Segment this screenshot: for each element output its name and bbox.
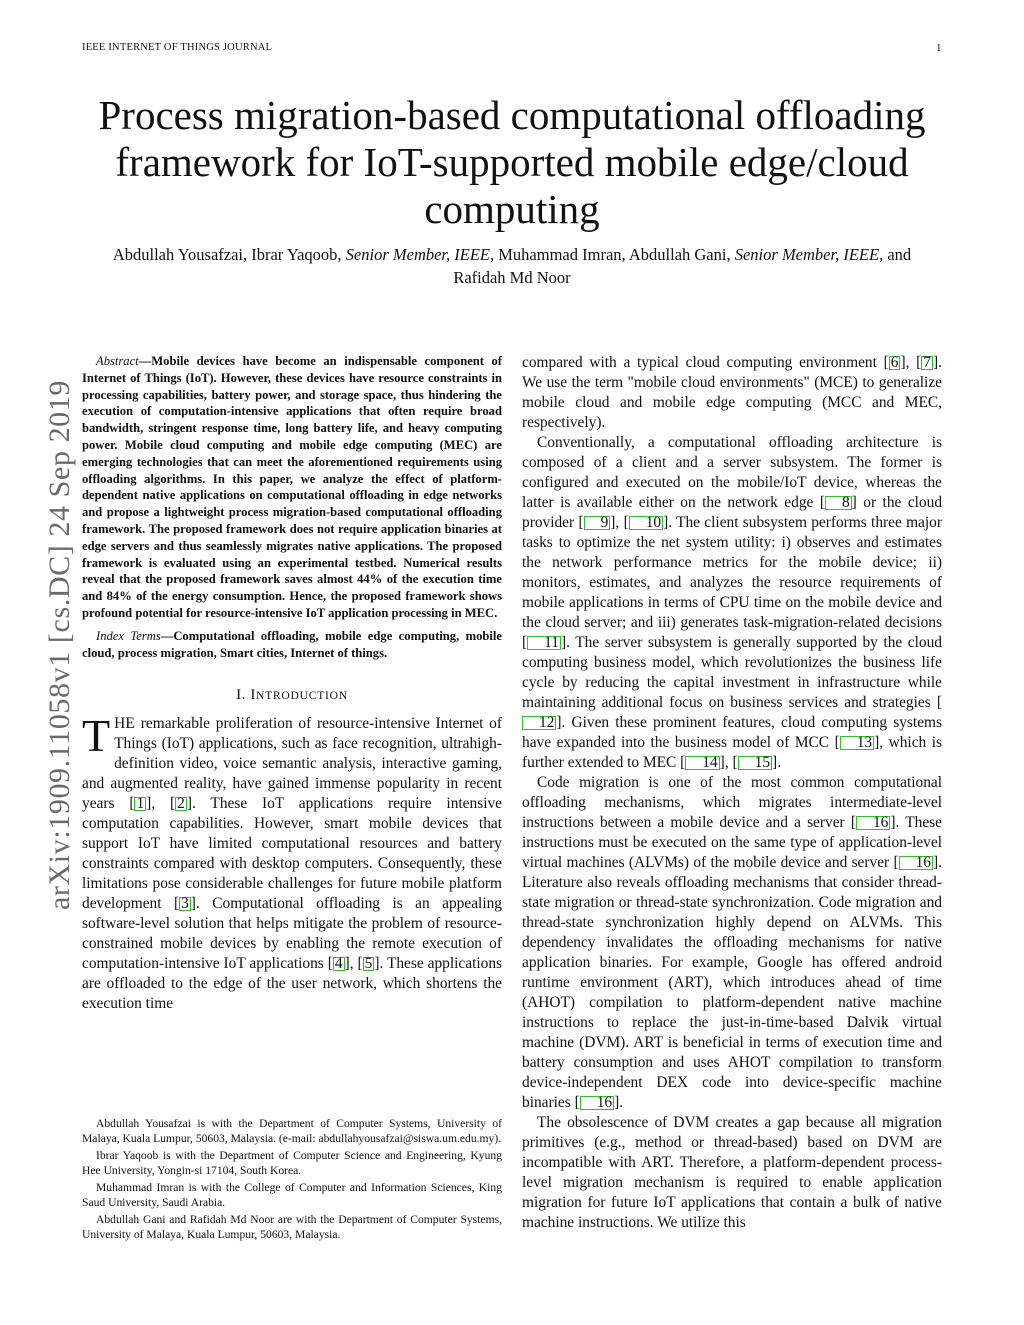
author-role: Senior Member, IEEE, xyxy=(734,245,884,264)
citation-link[interactable]: 16 xyxy=(856,816,890,830)
bracket: ] xyxy=(663,514,669,531)
paragraph-text: . These IoT applications require intensive computation capabilities. However, smart mobile devices that support IoT have limited computational resources and battery constraints compared with desktop computers. Consequently, these limitations pose considerable challenges for future mobile platform development xyxy=(82,795,503,913)
paragraph-text: remarkable proliferation of resource-intensive Internet of Things (IoT) applications, such as face recognition, ultrahigh-definition video, voice semantic analysis, interactive gaming, and augmented reality, have gained immense popularity in recent years xyxy=(82,715,502,813)
running-head: IEEE INTERNET OF THINGS JOURNAL xyxy=(82,42,273,53)
drop-cap: T xyxy=(82,710,111,762)
bracket: ] xyxy=(556,714,562,731)
footnote: Abdullah Gani and Rafidah Md Noor are with the Department of Computer Systems, University of Malaya, Kuala Lumpur, 50603, Malaysia. xyxy=(82,1213,502,1241)
citation-link[interactable]: 13 xyxy=(840,736,874,750)
paragraph-text: . The client subsystem performs three major tasks to optimize the net system utility: i) observes and estimates the network performance metrics for the mobile device; ii) monitors, estimates, and analyzes the resource requirements of mobile applications in terms of CPU time on the mobile device and the cloud server; and iii) generates task-migration-related decisions xyxy=(522,514,942,631)
right-column xyxy=(522,353,942,1233)
paragraph-text: . These applications are offloaded to the edge of the user network, which shortens the execution time xyxy=(82,955,503,1013)
paragraph-text: . Literature also reveals offloading mechanisms that consider thread-state migration or thread-state synchronization. Code migration and thread-state synchronization highly depend on ALVMs. This dependency invalidates the offloading mechanisms for native application binaries. For example, Google has offered android runtime environment (ART), which introduces ahead of time (AHOT) compilation to platform-dependent native machine instructions to replace the just-in-time-based Dalvik virtual machine (DVM). ART is beneficial in terms of execution time and battery consumption and uses AHOT compilation to transform device-independent DEX code into device-specific machine binaries xyxy=(522,854,942,1111)
citation-link[interactable]: 7 xyxy=(923,354,931,371)
paragraph-text: . Computational offloading is an appealing software-level solution that helps mitigate the problem of resource-constrained mobile devices by enabling the remote execution of computation-intensive IoT applications xyxy=(82,895,502,973)
paragraph-text: or the cloud provider xyxy=(522,494,943,531)
paragraph-text: . We use the term "mobile cloud environments" (MCE) to generalize mobile cloud and mobile edge computing (MCC and MEC, respectively). xyxy=(522,354,942,431)
bracket: ] xyxy=(719,754,725,771)
paragraph-text: , which is further extended to MEC xyxy=(522,734,943,771)
author-footnotes xyxy=(82,1116,502,1244)
bracket: [ xyxy=(357,955,363,973)
author-names: Abdullah Yousafzai, Ibrar Yaqoob, xyxy=(112,245,346,264)
bracket: ] xyxy=(614,1094,620,1111)
citation-link[interactable]: 16 xyxy=(580,1096,614,1110)
bracket: [ xyxy=(883,354,889,371)
abstract-text: —Mobile devices have become an indispensable component of Internet of Things (IoT). However, these devices have resource constraints in processing capabilities, battery power, and storage space, thus hindering the execution of computation-intensive applications that often require broad bandwidth, stringent response time, long battery life, and heavy computing power. Mobile cloud computing and mobile edge computing (MEC) are emerging technologies that can meet the aforementioned requirements using offloading algorithms. In this paper, we analyze the effect of platform-dependent native applications on computational offloading in edge networks and propose a lightweight process migration-based computational offloading framework. The proposed framework does not require application binaries at edge servers and thus seamlessly migrates native applications. The proposed framework is evaluated using an experimental testbed. Numerical results reveal that the proposed framework saves almost 44% of the execution time and 84% of the energy consumption. Hence, the proposed framework shows profound potential for resource-intensive IoT application processing in MEC. xyxy=(82,354,502,620)
separator: , xyxy=(349,955,358,973)
citation-link[interactable]: 10 xyxy=(629,516,663,530)
index-terms-label: Index Terms xyxy=(96,628,161,643)
body-paragraph xyxy=(522,433,942,773)
bracket: [ xyxy=(574,1094,580,1111)
bracket: [ xyxy=(170,795,176,813)
paragraph-text: . Given these prominent features, cloud computing systems have expanded into the business model of MCC xyxy=(522,714,942,751)
citation-link[interactable]: 2 xyxy=(177,795,185,813)
author-names: Muhammad Imran, Abdullah Gani, xyxy=(494,245,735,264)
paragraph-text: . The server subsystem is generally supported by the cloud computing business model, which revolutionizes the business life cycle by reducing the capital investment in infrastructure while maintaining additional focus on business services and strategies xyxy=(522,634,942,711)
separator: , xyxy=(905,354,917,371)
footnote: Muhammad Imran is with the College of Computer and Information Sciences, King Saud University, Saudi Arabia. xyxy=(82,1181,502,1209)
paragraph-text: . xyxy=(777,754,782,771)
author-role: Senior Member, IEEE, xyxy=(345,245,495,264)
bracket: [ xyxy=(916,354,922,371)
paragraph-text: . These instructions must be executed on the same type of application-level virtual machines (ALVMs) of the mobile device and server xyxy=(522,814,943,871)
left-column xyxy=(82,353,502,1014)
bracket: ] xyxy=(146,795,152,813)
abstract xyxy=(82,353,502,622)
body-paragraph: The obsolescence of DVM creates a gap because all migration primitives (e.g., method or thread-based) based on DVM are incompatible with ART. Therefore, a platform-dependent process-level migration mechanism is required to enable application migration for future IoT applications that contain a bulk of native machine instructions. We utilize this xyxy=(522,1114,942,1231)
bracket: ] xyxy=(374,955,380,973)
bracket: [ xyxy=(834,734,840,751)
bracket: ] xyxy=(851,494,857,511)
bracket: ] xyxy=(900,354,906,371)
bracket: ] xyxy=(874,734,880,751)
bracket: [ xyxy=(936,694,942,711)
bracket: ] xyxy=(772,754,778,771)
bracket: [ xyxy=(623,514,629,531)
paragraph-text: . xyxy=(619,1094,624,1111)
citation-link[interactable]: 5 xyxy=(364,955,373,973)
citation-link[interactable]: 15 xyxy=(738,756,772,770)
bracket: [ xyxy=(522,634,528,651)
bracket: [ xyxy=(578,514,584,531)
separator: , xyxy=(615,514,624,531)
citation-link[interactable]: 4 xyxy=(334,955,343,973)
separator: , xyxy=(724,754,733,771)
citation-link[interactable]: 1 xyxy=(136,795,145,813)
bracket: ] xyxy=(190,895,196,913)
author-list xyxy=(100,243,924,289)
page-number: 1 xyxy=(936,42,942,54)
paragraph-text: compared with a typical cloud computing environment xyxy=(522,354,884,371)
citation-link[interactable]: 11 xyxy=(527,636,561,650)
bracket: [ xyxy=(680,754,686,771)
bracket: [ xyxy=(893,854,899,871)
bracket: ] xyxy=(890,814,896,831)
author-names: and Rafidah Md Noor xyxy=(453,245,912,287)
separator: , xyxy=(151,795,171,813)
paragraph-text: Conventionally, a computational offloading architecture is composed of a client and a server subsystem. The former is configured and executed on the mobile/IoT device, whereas the latter is available either on the network edge xyxy=(522,434,942,511)
section-number: I. xyxy=(236,687,251,704)
abstract-label: Abstract xyxy=(96,354,139,368)
index-terms xyxy=(82,628,502,662)
bracket: ] xyxy=(560,634,567,651)
bracket: [ xyxy=(819,494,825,511)
bracket: ] xyxy=(610,514,616,531)
lead-caps: HE xyxy=(114,715,136,733)
bracket: [ xyxy=(732,754,738,771)
body-paragraph xyxy=(522,773,942,1113)
section-title-rest: NTRODUCTION xyxy=(256,690,348,703)
intro-paragraph xyxy=(82,710,503,1014)
index-terms-text: —Computational offloading, mobile edge computing, mobile cloud, process migration, Smart cities, Internet of things. xyxy=(82,628,502,660)
citation-link[interactable]: 3 xyxy=(181,895,189,913)
citation-link[interactable]: 16 xyxy=(899,856,933,870)
bracket: [ xyxy=(129,795,135,813)
bracket: [ xyxy=(173,895,180,913)
bracket: ] xyxy=(186,795,192,813)
bracket: ] xyxy=(933,854,939,871)
citation-link[interactable]: 14 xyxy=(685,756,719,770)
section-title-initial: I xyxy=(250,687,257,704)
bracket: ] xyxy=(933,354,939,371)
paper-title: Process migration-based computational offloading framework for IoT-supported mobile edge/cloud computing xyxy=(98,92,926,232)
section-heading xyxy=(82,687,502,704)
arxiv-identifier: arXiv:1909.11058v1 [cs.DC] 24 Sep 2019 xyxy=(43,380,76,910)
bracket: [ xyxy=(327,955,333,973)
citation-link[interactable]: 12 xyxy=(522,716,556,730)
body-paragraph xyxy=(522,353,942,433)
footnote: Ibrar Yaqoob is with the Department of Computer Science and Engineering, Kyung Hee University, Yongin-si 17104, South Korea. xyxy=(82,1149,502,1177)
citation-link[interactable]: 9 xyxy=(584,516,611,530)
bracket: [ xyxy=(850,814,856,831)
footnote: Abdullah Yousafzai is with the Department of Computer Systems, University of Malaya, Kuala Lumpur, 50603, Malaysia. (e-mail: abdullahyousafzai@siswa.um.edu.my). xyxy=(82,1117,502,1145)
citation-link[interactable]: 6 xyxy=(890,354,899,371)
bracket: ] xyxy=(344,955,350,973)
paragraph-text: Code migration is one of the most common computational offloading mechanisms, which migrates intermediate-level instructions between a mobile device and a server xyxy=(522,774,942,831)
citation-link[interactable]: 8 xyxy=(825,496,852,510)
